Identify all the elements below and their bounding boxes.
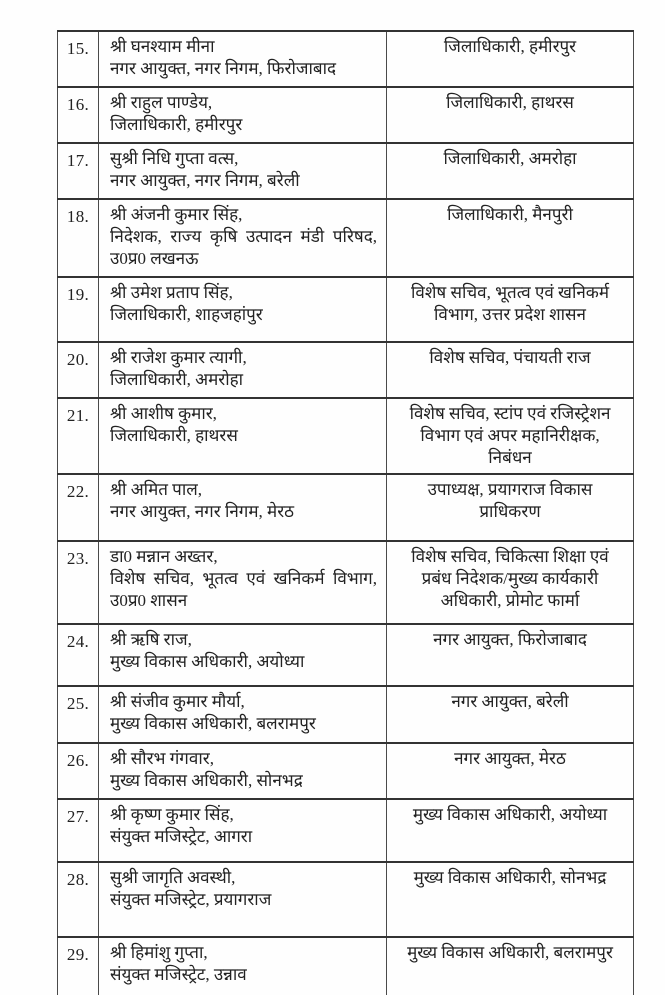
new-posting: जिलाधिकारी, अमरोहा: [443, 149, 577, 168]
officer-cell: [99, 686, 387, 743]
table-row: [58, 686, 634, 743]
transfer-table-body: [58, 31, 634, 995]
serial-number: 19.: [66, 285, 90, 304]
new-posting: विशेष सचिव, स्टांप एवं रजिस्ट्रेशन विभाग एवं अपर महानिरीक्षक, निबंधन: [409, 404, 611, 467]
new-posting-cell: [387, 398, 634, 474]
serial-cell: [58, 31, 99, 87]
officer-current-post: जिलाधिकारी, अमरोहा: [110, 370, 244, 389]
officer-name: श्री संजीव कुमार मौर्या,: [110, 692, 245, 711]
new-posting: विशेष सचिव, भूतत्व एवं खनिकर्म विभाग, उत्तर प्रदेश शासन: [410, 283, 610, 324]
officer-current-post: जिलाधिकारी, हमीरपुर: [110, 115, 243, 134]
officer-current-post: नगर आयुक्त, नगर निगम, मेरठ: [110, 502, 295, 521]
new-posting-cell: [387, 342, 634, 398]
serial-cell: [58, 937, 99, 995]
serial-number: 18.: [66, 207, 90, 226]
officer-name: श्री राजेश कुमार त्यागी,: [110, 348, 247, 367]
new-posting: नगर आयुक्त, बरेली: [451, 692, 569, 711]
officer-current-post: जिलाधिकारी, शाहजहांपुर: [110, 305, 263, 324]
new-posting-cell: [387, 743, 634, 799]
table-row: [58, 199, 634, 277]
serial-cell: [58, 862, 99, 937]
officer-cell: [99, 937, 387, 995]
serial-cell: [58, 143, 99, 199]
officer-current-post: जिलाधिकारी, हाथरस: [110, 426, 238, 445]
serial-cell: [58, 277, 99, 342]
officer-name: श्री उमेश प्रताप सिंह,: [110, 283, 233, 302]
new-posting-cell: [387, 31, 634, 87]
new-posting: मुख्य विकास अधिकारी, अयोध्या: [412, 805, 608, 824]
serial-number: 21.: [66, 406, 90, 425]
new-posting-cell: [387, 862, 634, 937]
serial-cell: [58, 541, 99, 624]
officer-current-post: मुख्य विकास अधिकारी, बलरामपुर: [110, 714, 316, 733]
officer-current-post: निदेशक, राज्य कृषि उत्पादन मंडी परिषद, उ0प्र0 लखनऊ: [110, 227, 377, 268]
officer-current-post: नगर आयुक्त, नगर निगम, फिरोजाबाद: [110, 59, 337, 78]
table-row: [58, 31, 634, 87]
officer-cell: [99, 541, 387, 624]
table-row: [58, 541, 634, 624]
officer-cell: [99, 799, 387, 862]
officer-cell: [99, 342, 387, 398]
officer-name: श्री ऋषि राज,: [110, 630, 192, 649]
serial-number: 17.: [66, 151, 90, 170]
serial-number: 28.: [66, 870, 90, 889]
officer-name: श्री अमित पाल,: [110, 480, 203, 499]
serial-cell: [58, 199, 99, 277]
serial-cell: [58, 398, 99, 474]
new-posting-cell: [387, 937, 634, 995]
new-posting: मुख्य विकास अधिकारी, सोनभद्र: [413, 868, 607, 887]
officer-cell: [99, 87, 387, 143]
new-posting-cell: [387, 541, 634, 624]
new-posting-cell: [387, 277, 634, 342]
officer-name: सुश्री जागृति अवस्थी,: [110, 868, 236, 887]
transfer-table: [57, 30, 634, 995]
officer-cell: [99, 31, 387, 87]
table-row: [58, 398, 634, 474]
serial-number: 27.: [66, 807, 90, 826]
serial-number: 20.: [66, 350, 90, 369]
officer-cell: [99, 199, 387, 277]
table-row: [58, 624, 634, 686]
officer-cell: [99, 743, 387, 799]
officer-current-post: संयुक्त मजिस्ट्रेट, आगरा: [110, 827, 253, 846]
officer-cell: [99, 277, 387, 342]
officer-name: श्री कृष्ण कुमार सिंह,: [110, 805, 234, 824]
serial-cell: [58, 743, 99, 799]
officer-name: सुश्री निधि गुप्ता वत्स,: [110, 149, 239, 168]
new-posting: विशेष सचिव, पंचायती राज: [429, 348, 591, 367]
serial-cell: [58, 474, 99, 541]
officer-cell: [99, 143, 387, 199]
table-row: [58, 342, 634, 398]
officer-cell: [99, 474, 387, 541]
serial-number: 22.: [66, 482, 90, 501]
officer-current-post: विशेष सचिव, भूतत्व एवं खनिकर्म विभाग, उ0प्र0 शासन: [110, 569, 377, 610]
serial-number: 23.: [66, 549, 90, 568]
officer-name: डा0 मन्नान अख्तर,: [110, 547, 218, 566]
serial-number: 16.: [66, 95, 90, 114]
officer-name: श्री हिमांशु गुप्ता,: [110, 943, 208, 962]
new-posting-cell: [387, 624, 634, 686]
table-row: [58, 937, 634, 995]
serial-cell: [58, 799, 99, 862]
new-posting: नगर आयुक्त, फिरोजाबाद: [433, 630, 587, 649]
officer-name: श्री घनश्याम मीना: [110, 37, 215, 56]
officer-cell: [99, 398, 387, 474]
serial-number: 25.: [66, 694, 90, 713]
table-row: [58, 277, 634, 342]
officer-current-post: मुख्य विकास अधिकारी, अयोध्या: [110, 652, 305, 671]
officer-current-post: मुख्य विकास अधिकारी, सोनभद्र: [110, 771, 303, 790]
officer-name: श्री राहुल पाण्डेय,: [110, 93, 213, 112]
new-posting-cell: [387, 143, 634, 199]
new-posting: मुख्य विकास अधिकारी, बलरामपुर: [407, 943, 613, 962]
new-posting-cell: [387, 474, 634, 541]
serial-number: 24.: [66, 632, 90, 651]
officer-name: श्री सौरभ गंगवार,: [110, 749, 214, 768]
new-posting-cell: [387, 87, 634, 143]
new-posting: जिलाधिकारी, हमीरपुर: [443, 37, 577, 56]
new-posting: विशेष सचिव, चिकित्सा शिक्षा एवं प्रबंध निदेशक/मुख्य कार्यकारी अधिकारी, प्रोमोट फार्मा: [411, 547, 609, 610]
serial-cell: [58, 686, 99, 743]
serial-number: 15.: [66, 39, 90, 58]
table-row: [58, 474, 634, 541]
new-posting-cell: [387, 799, 634, 862]
table-row: [58, 143, 634, 199]
new-posting: उपाध्यक्ष, प्रयागराज विकास प्राधिकरण: [427, 480, 593, 521]
officer-cell: [99, 624, 387, 686]
officer-name: श्री आशीष कुमार,: [110, 404, 217, 423]
serial-number: 26.: [66, 751, 90, 770]
table-row: [58, 87, 634, 143]
serial-cell: [58, 342, 99, 398]
serial-number: 29.: [66, 945, 90, 964]
new-posting: जिलाधिकारी, हाथरस: [446, 93, 574, 112]
new-posting-cell: [387, 686, 634, 743]
officer-cell: [99, 862, 387, 937]
new-posting: जिलाधिकारी, मैनपुरी: [447, 205, 573, 224]
table-row: [58, 799, 634, 862]
serial-cell: [58, 87, 99, 143]
officer-current-post: नगर आयुक्त, नगर निगम, बरेली: [110, 171, 300, 190]
officer-current-post: संयुक्त मजिस्ट्रेट, उन्नाव: [110, 965, 247, 984]
new-posting: नगर आयुक्त, मेरठ: [454, 749, 566, 768]
serial-cell: [58, 624, 99, 686]
officer-current-post: संयुक्त मजिस्ट्रेट, प्रयागराज: [110, 890, 272, 909]
table-row: [58, 743, 634, 799]
new-posting-cell: [387, 199, 634, 277]
officer-name: श्री अंजनी कुमार सिंह,: [110, 205, 243, 224]
table-row: [58, 862, 634, 937]
